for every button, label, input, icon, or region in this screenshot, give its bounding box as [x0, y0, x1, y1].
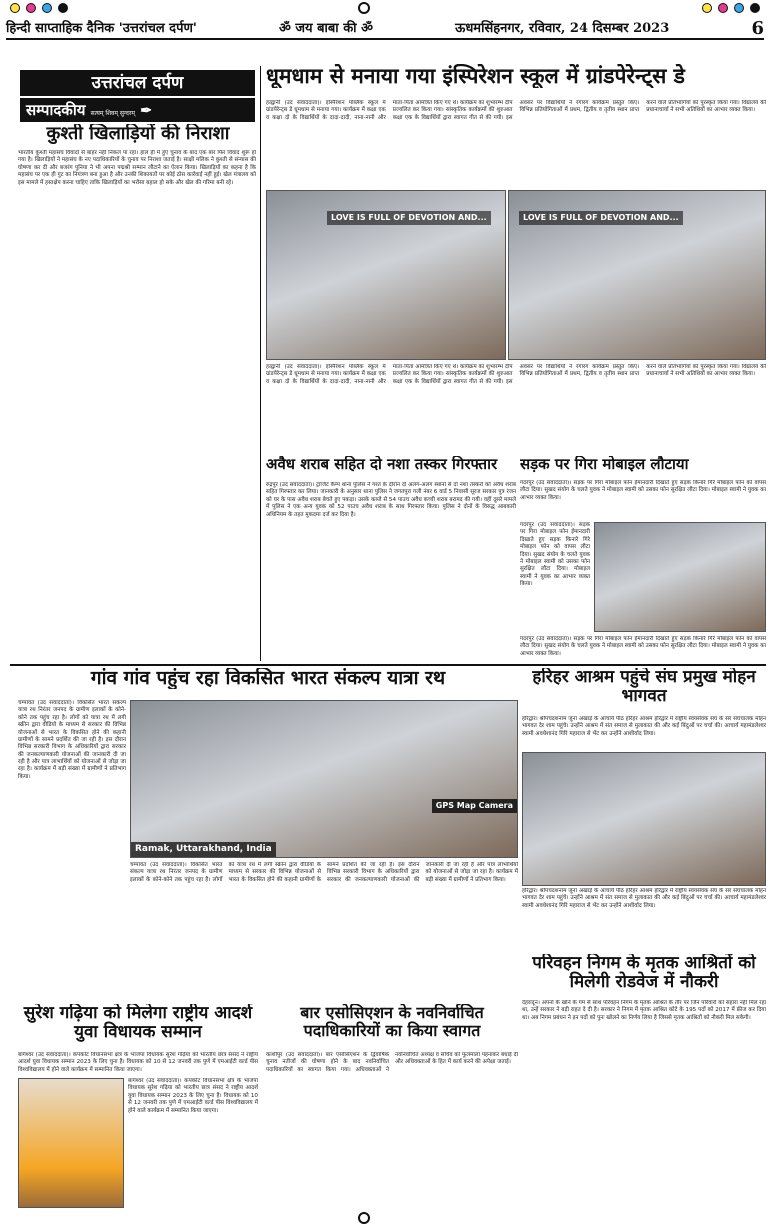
editorial-brand: उत्तरांचल दर्पण	[20, 70, 255, 96]
mobile-title: सड़क पर गिरा मोबाइल लौटाया	[520, 456, 689, 473]
haridwar-title: हरिहर आश्रम पहुंचे संघ प्रमुख मोहन भागवत	[532, 668, 756, 707]
footer-mark-icon	[358, 1210, 370, 1226]
roadways-title: परिवहन निगम के मृतक आश्रितों को मिलेगी रोडवेज में नौकरी	[532, 954, 756, 993]
sankalp-body-cont: चम्पावत (उद संवाददाता)। विकसित भारत संकल्प यात्रा रथ निरंतर जनपद के ग्रामीण इलाकों के कोने-कोने तक पहुंच रहा है। लोगों को यात्रा रथ में लगी स्क्रीन द्वारा वीडियो के माध्यम से सरकार की विभिन्न योजनाओं से भारत के विकसित होने की कहानी ग्रामीणों के सामने प्रदर्शित की जा रही है। इस दौरान विभिन्न सरकारी विभाग के अधिकारियों द्वारा सरकार की जनकल्याणकारी योजनाओं की जानकारी दी जा रही है और पात्र लाभार्थियों को योजनाओं से जोड़ा जा रहा है। कार्यक्रम में बड़ी संख्या में ग्रामीणों ने प्रतिभाग किया।	[130, 862, 518, 883]
center-mark-icon	[358, 0, 370, 16]
lead-photo-1: LOVE IS FULL OF DEVOTION AND...	[266, 190, 506, 360]
liquor-title: अवैध शराब सहित दो नशा तस्कर गिरफ्तार	[266, 456, 498, 473]
haridwar-body-cont: हरिद्वार। श्रीपंचदशनाम जूना अखाड़े के आचार्य पीठ हरिहर आश्रम हरिद्वार में राष्ट्रीय स्वयंसेवक संघ के सर संघचालक मोहन भागवत देर शाम पहुंचे। उन्होंने आश्रम में संत समाज से मुलाकात की और कई बिंदुओं पर चर्चा की। आचार्य महामंडलेश्वर स्वामी अवधेशानंद गिरि महाराज से भेंट कर उन्होंने आशीर्वाद लिया।	[522, 888, 766, 909]
editorial-section: सम्पादकीय सत्यम् शिवम् सुन्दरम् ✒	[20, 98, 255, 122]
sankalp-title: गांव गांव पहुंच रहा विकसित भारत संकल्प यात्रा रथ	[90, 668, 446, 689]
roadways-body: देहरादून। अपनों के खोने के गम से साथ परिवहन निगम के मृतक आश्रित के तौर पर जिन परिवारों को सहारा नहीं मिल रहा था, उन्हें सरकार ने बड़ी राहत दे दी है। सरकार ने निगम में मृतक आश्रित कोटे के 195 पदों को 2017 में फ्रीज कर दिया था। अब निगम प्रबंधन ने इन पदों को पुनः खोलने का निर्णय लिया है जिससे मृतक आश्रितों को नौकरी मिल सकेगी।	[522, 1000, 766, 1021]
masthead	[6, 17, 764, 40]
liquor-body: रुद्रपुर (उद संवाददाता)। ट्रांजिट कैम्प थाना पुलिस ने गश्त के दौरान दो अलग-अलग स्थानों से दो नशा तस्करों को अवैध शराब सहित गिरफ्तार कर लिया। जानकारी के अनुसार थाना पुलिस ने जगतपुरा गली नंबर 6 वार्ड 5 निवासी सूरज सरकार पुत्र रंजन को घर के पास अवैध शराब बेचते हुए पकड़ा। उसके कब्जे से 54 पाउच अवैध कच्ची शराब बरामद की गयी। वहीं दूसरे मामले में पुलिस ने एक अन्य युवक को 52 पाउच अवैध शराब के साथ गिरफ्तार किया। पुलिस ने दोनों के विरुद्ध आबकारी अधिनियम के तहत मुकदमा दर्ज कर दिया है।	[266, 482, 516, 518]
mobile-photo	[594, 522, 766, 632]
award-body: बागेश्वर (उद संवाददाता)। कपकोट विधानसभा क्षेत्र के भाजपा विधायक सुरेश गढ़िया को भारतीय छात्र संसद ने राष्ट्रीय आदर्श युवा विधायक सम्मान 2023 के लिए चुना है। विधायक को 10 से 12 जनवरी तक पुणे में एमआईटी वर्ल्ड पीस विश्वविद्यालय में होने वाले कार्यक्रम में सम्मानित किया जाएगा।	[18, 1052, 258, 1073]
award-photo	[18, 1078, 124, 1208]
sankalp-photo: GPS Map Camera Ramak, Uttarakhand, India	[130, 700, 518, 858]
place-date: ऊधमसिंहनगर, रविवार, 24 दिसम्बर 2023	[455, 20, 670, 36]
lead-body-cont: हल्द्वानी (उद संवाददाता)। इंस्पिरेशन पब्लिक स्कूल में ग्रांडपेरेन्ट्स डे धूमधाम से मनाया गया। कार्यक्रम में कक्षा एक व कक्षा दो के विद्यार्थियों के दादा-दादी, नाना-नानी और माता-पिता आमंत्रित किए गए थे। कार्यक्रम का शुभारम्भ दीप प्रज्वलित कर किया गया। सांस्कृतिक कार्यक्रमों की शुरुआत कक्षा एक के विद्यार्थियों द्वारा स्वागत गीत से की गयी। इस अवसर पर विद्यार्थियों ने रंगारंग कार्यक्रम प्रस्तुत किए। विभिन्न प्रतियोगिताओं में प्रथम, द्वितीय व तृतीय स्थान प्राप्त करने वाले प्रतिभागियों को पुरस्कृत किया गया। विद्यालय की प्रधानाचार्या ने सभी अतिथियों का आभार व्यक्त किया।	[266, 364, 766, 385]
lead-photo-2: LOVE IS FULL OF DEVOTION AND...	[508, 190, 766, 360]
pen-icon: ✒	[140, 103, 152, 119]
mobile-body: गदरपुर (उद संवाददाता)। सड़क पर गिरा मोबाइल फोन ईमानदारी दिखाते हुए सड़क किनारे गिरे मोबाइल फोन को वापस लौटा दिया। सुखद संयोग के चलते युवक ने मोबाइल स्वामी को उसका फोन सुरक्षित लौटा दिया। मोबाइल स्वामी ने युवक का आभार व्यक्त किया।	[520, 480, 766, 501]
award-title: सुरेश गढ़िया को मिलेगा राष्ट्रीय आदर्श युवा विधायक सम्मान	[23, 1004, 253, 1043]
haridwar-photo	[522, 752, 766, 886]
divider	[260, 66, 261, 661]
page-number: 6	[751, 17, 764, 39]
section-rule	[10, 664, 766, 666]
lead-body: हल्द्वानी (उद संवाददाता)। इंस्पिरेशन पब्लिक स्कूल में ग्रांडपेरेन्ट्स डे धूमधाम से मनाया गया। कार्यक्रम में कक्षा एक व कक्षा दो के विद्यार्थियों के दादा-दादी, नाना-नानी और माता-पिता आमंत्रित किए गए थे। कार्यक्रम का शुभारम्भ दीप प्रज्वलित कर किया गया। सांस्कृतिक कार्यक्रमों की शुरुआत कक्षा एक के विद्यार्थियों द्वारा स्वागत गीत से की गयी। इस अवसर पर विद्यार्थियों ने रंगारंग कार्यक्रम प्रस्तुत किए। विभिन्न प्रतियोगिताओं में प्रथम, द्वितीय व तृतीय स्थान प्राप्त करने वाले प्रतिभागियों को पुरस्कृत किया गया। विद्यालय की प्रधानाचार्या ने सभी अतिथियों का आभार व्यक्त किया।	[266, 100, 766, 121]
editorial-body: भारतीय कुश्ती महासंघ विवादों से बाहर नहीं निकल पा रहा। हाल ही में हुए चुनाव के बाद एक बार फिर विवाद शुरू हो गया है। खिलाड़ियों ने महासंघ के नए पदाधिकारियों के चुनाव पर निराशा जताई है। साक्षी मलिक ने कुश्ती से संन्यास की घोषणा कर दी और बजरंग पुनिया ने भी अपना पद्मश्री सम्मान लौटाने का ऐलान किया। खिलाड़ियों का कहना है कि महासंघ पर एक ही गुट का नियंत्रण बना हुआ है और उनकी शिकायतों पर कोई ठोस कार्रवाई नहीं हुई। खेल मंत्रालय को इस मामले में हस्तक्षेप करना चाहिए ताकि खिलाड़ियों का भरोसा बहाल हो सके और खेल की गरिमा बनी रहे।	[18, 150, 256, 186]
mobile-body-cont: गदरपुर (उद संवाददाता)। सड़क पर गिरा मोबाइल फोन ईमानदारी दिखाते हुए सड़क किनारे गिरे मोबाइल फोन को वापस लौटा दिया। सुखद संयोग के चलते युवक ने मोबाइल स्वामी को उसका फोन सुरक्षित लौटा दिया। मोबाइल स्वामी ने युवक का आभार व्यक्त किया।	[520, 522, 590, 587]
mobile-body-end: गदरपुर (उद संवाददाता)। सड़क पर गिरा मोबाइल फोन ईमानदारी दिखाते हुए सड़क किनारे गिरे मोबाइल फोन को वापस लौटा दिया। सुखद संयोग के चलते युवक ने मोबाइल स्वामी को उसका फोन सुरक्षित लौटा दिया। मोबाइल स्वामी ने युवक का आभार व्यक्त किया।	[520, 636, 766, 657]
bar-body: काशीपुर (उद संवाददाता)। बार एसोसिएशन के द्विवार्षिक चुनाव नतीजों की घोषणा होने के बाद नवनिर्वाचित पदाधिकारियों का स्वागत किया गया। अधिवक्ताओं ने नवनिर्वाचित अध्यक्ष व सचिव को फूलमाला पहनाकर बधाई दी और अधिवक्ताओं के हित में कार्य करने की अपेक्षा जताई।	[266, 1052, 518, 1073]
haridwar-body: हरिद्वार। श्रीपंचदशनाम जूना अखाड़े के आचार्य पीठ हरिहर आश्रम हरिद्वार में राष्ट्रीय स्वयंसेवक संघ के सर संघचालक मोहन भागवत देर शाम पहुंचे। उन्होंने आश्रम में संत समाज से मुलाकात की और कई बिंदुओं पर चर्चा की। आचार्य महामंडलेश्वर स्वामी अवधेशानंद गिरि महाराज से भेंट कर उन्होंने आशीर्वाद लिया।	[522, 716, 766, 737]
lead-title: धूमधाम से मनाया गया इंस्पिरेशन स्कूल में ग्रांडपेरेन्ट्स डे	[266, 64, 685, 88]
editorial-title: कुश्ती खिलाड़ियों की निराशा	[46, 124, 230, 144]
color-dots-left	[10, 0, 68, 16]
bar-title: बार एसोसिएशन के नवनिर्वाचित पदाधिकारियों का किया स्वागत	[300, 1004, 484, 1040]
sankalp-body: चम्पावत (उद संवाददाता)। विकसित भारत संकल्प यात्रा रथ निरंतर जनपद के ग्रामीण इलाकों के कोने-कोने तक पहुंच रहा है। लोगों को यात्रा रथ में लगी स्क्रीन द्वारा वीडियो के माध्यम से सरकार की विभिन्न योजनाओं से भारत के विकसित होने की कहानी ग्रामीणों के सामने प्रदर्शित की जा रही है। इस दौरान विभिन्न सरकारी विभाग के अधिकारियों द्वारा सरकार की जनकल्याणकारी योजनाओं की जानकारी दी जा रही है और पात्र लाभार्थियों को योजनाओं से जोड़ा जा रहा है। कार्यक्रम में बड़ी संख्या में ग्रामीणों ने प्रतिभाग किया।	[18, 700, 126, 780]
motto: ॐ जय बाबा की ॐ	[279, 20, 373, 36]
award-body-cont: बागेश्वर (उद संवाददाता)। कपकोट विधानसभा क्षेत्र के भाजपा विधायक सुरेश गढ़िया को भारतीय छात्र संसद ने राष्ट्रीय आदर्श युवा विधायक सम्मान 2023 के लिए चुना है। विधायक को 10 से 12 जनवरी तक पुणे में एमआईटी वर्ल्ड पीस विश्वविद्यालय में होने वाले कार्यक्रम में सम्मानित किया जाएगा।	[128, 1078, 258, 1114]
paper-name: हिन्दी साप्ताहिक दैनिक 'उत्तरांचल दर्पण'	[6, 20, 197, 36]
color-dots-right	[702, 0, 760, 16]
